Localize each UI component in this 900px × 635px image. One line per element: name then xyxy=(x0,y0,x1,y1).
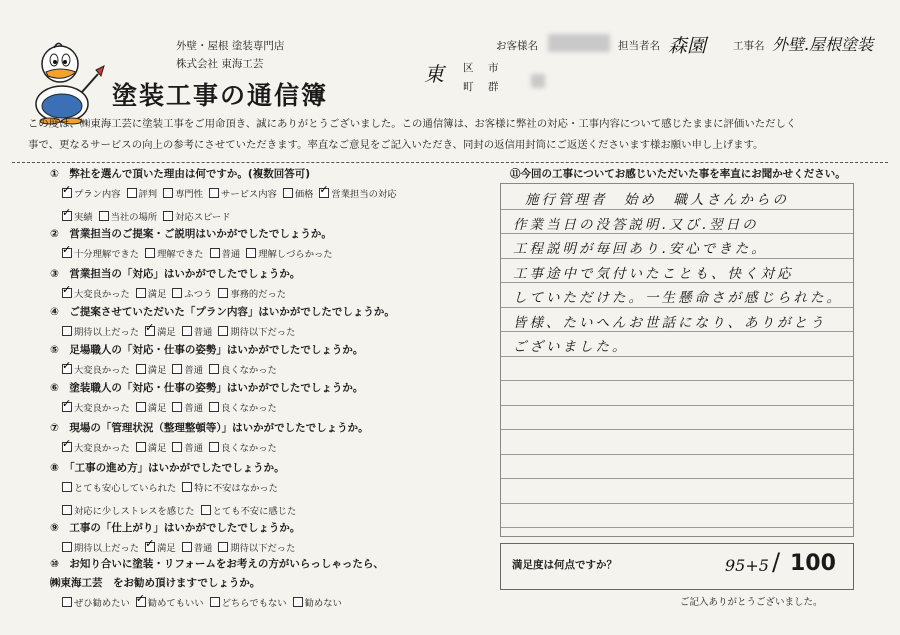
thanks-text: ご記入ありがとうございました。 xyxy=(680,597,823,608)
option-label: とても不安に感じた xyxy=(212,506,297,517)
option-item[interactable] xyxy=(172,289,212,300)
option-item[interactable] xyxy=(163,189,203,200)
ruled-line xyxy=(501,209,853,210)
intro-text xyxy=(28,114,878,156)
option-item[interactable] xyxy=(182,483,278,494)
customer-label: お客様名 xyxy=(496,40,538,52)
checked-checkbox[interactable] xyxy=(62,188,72,198)
option-label: 満足 xyxy=(147,443,167,454)
option-item[interactable] xyxy=(218,327,295,338)
checkbox[interactable] xyxy=(62,597,72,607)
question-2-label: ② 営業担当のご提案・ご説明はいかがでしたでしょうか。 xyxy=(50,228,332,240)
checkbox[interactable] xyxy=(163,188,173,198)
option-item[interactable] xyxy=(145,327,176,338)
score-total: 100 xyxy=(790,551,836,576)
question-9-options-row xyxy=(62,540,301,554)
checked-checkbox[interactable] xyxy=(145,326,155,336)
checkbox[interactable] xyxy=(209,442,219,452)
option-label: どちらでもない xyxy=(221,598,287,609)
option-label: 実績 xyxy=(74,212,93,223)
ruled-line xyxy=(501,503,853,504)
option-item[interactable] xyxy=(172,403,203,414)
checkbox[interactable] xyxy=(283,188,293,198)
checked-checkbox[interactable] xyxy=(62,211,72,221)
option-label: 満足 xyxy=(147,365,167,376)
option-label: 専門性 xyxy=(175,189,204,200)
question-4-label: ④ ご提案させていただいた「プラン内容」はいかがでしたでしょうか。 xyxy=(50,306,395,318)
checkbox[interactable] xyxy=(127,188,137,198)
gun-label: 群 xyxy=(488,81,499,93)
work-name-handwritten: 外壁.屋根塗装 xyxy=(772,35,874,54)
checked-checkbox[interactable] xyxy=(319,188,329,198)
checked-checkbox[interactable] xyxy=(62,288,72,298)
option-label: 特に不安はなかった xyxy=(194,483,278,494)
question-4-options-row xyxy=(62,324,301,338)
checkbox[interactable] xyxy=(172,402,182,412)
option-label: 期待以上だった xyxy=(74,543,140,554)
checkbox[interactable] xyxy=(209,188,219,198)
question-5-options-row xyxy=(62,362,283,376)
option-item[interactable] xyxy=(136,365,167,376)
option-label: 満足 xyxy=(157,543,176,554)
checkbox[interactable] xyxy=(209,364,219,374)
option-item[interactable] xyxy=(136,403,167,414)
option-label: 普通 xyxy=(184,365,204,376)
option-label: 評判 xyxy=(138,189,158,200)
work-label: 工事名 xyxy=(733,40,765,52)
ruled-line xyxy=(501,380,853,381)
checkbox[interactable] xyxy=(136,402,146,412)
checked-checkbox[interactable] xyxy=(136,597,146,607)
option-label: 価格 xyxy=(294,189,314,200)
question-10-label: ⑩ お知り合いに塗装・リフォームをお考えの方がいらっしゃったら、 xyxy=(50,558,384,570)
checkbox[interactable] xyxy=(246,248,256,258)
option-label: プラン内容 xyxy=(74,189,121,200)
checkbox[interactable] xyxy=(218,326,228,336)
intro-line-2: 事で、更なるサービスの向上の参考にさせていただきます。率直なご意見をご記入いただき、同封の返信用封筒にご返送くださいます様お願い申し上げます。 xyxy=(28,139,764,151)
option-label: 期待以下だった xyxy=(230,327,296,338)
option-label: 勧めてもいい xyxy=(147,598,204,609)
option-label: 大変良かった xyxy=(74,365,130,376)
checkbox[interactable] xyxy=(136,442,146,452)
handwritten-comment-line: していただけた。一生懸命さが感じられた。 xyxy=(513,290,843,306)
checkbox[interactable] xyxy=(182,542,192,552)
option-item[interactable] xyxy=(136,289,167,300)
page-title: 塗装工事の通信簿 xyxy=(112,81,329,110)
option-item[interactable] xyxy=(182,327,213,338)
checked-checkbox[interactable] xyxy=(62,364,72,374)
option-item[interactable] xyxy=(127,189,158,200)
ruled-line xyxy=(501,405,853,406)
ruled-line xyxy=(501,331,853,332)
option-item[interactable] xyxy=(319,189,396,200)
checkbox[interactable] xyxy=(218,542,228,552)
option-item[interactable] xyxy=(62,212,93,223)
option-label: 大変良かった xyxy=(74,289,130,300)
checkbox[interactable] xyxy=(182,326,192,336)
option-item[interactable] xyxy=(210,249,241,260)
handwritten-comment-line: 作業当日の没答説明.又び.翌日の xyxy=(513,216,759,233)
score-handwritten: 95+5 xyxy=(725,556,769,575)
ruled-line xyxy=(501,282,853,283)
question-7-options-row xyxy=(62,440,283,454)
question-1-label: ① 弊社を選んで頂いた理由は何ですか。(複数回答可) xyxy=(50,168,310,180)
ruled-line xyxy=(501,307,853,308)
option-label: 普通 xyxy=(184,443,204,454)
option-item[interactable] xyxy=(172,443,203,454)
option-item[interactable] xyxy=(62,506,195,517)
checkbox[interactable] xyxy=(201,505,211,515)
option-label: 普通 xyxy=(193,543,213,554)
option-label: 満足 xyxy=(147,289,167,300)
option-label: 当社の場所 xyxy=(110,212,158,223)
ruled-line xyxy=(501,454,853,455)
checkbox[interactable] xyxy=(62,505,72,515)
option-label: 勧めない xyxy=(304,598,342,609)
checkbox[interactable] xyxy=(182,482,192,492)
question-1-options-row xyxy=(62,186,403,200)
checkbox[interactable] xyxy=(218,288,228,298)
option-label: 大変良かった xyxy=(74,443,130,454)
redacted-address xyxy=(531,74,545,88)
checkbox[interactable] xyxy=(62,326,72,336)
handwritten-comment-line: 工事途中で気付いたことも、快く対応 xyxy=(513,265,794,282)
option-item[interactable] xyxy=(136,598,204,609)
ruled-line xyxy=(501,429,853,430)
checkbox[interactable] xyxy=(145,248,155,258)
question-9-label: ⑨ 工事の「仕上がり」はいかがでしたでしょうか。 xyxy=(50,522,301,534)
option-item[interactable] xyxy=(209,443,277,454)
option-item[interactable] xyxy=(209,189,277,200)
cho-label: 町 xyxy=(463,81,474,93)
checkbox[interactable] xyxy=(210,248,220,258)
option-item[interactable] xyxy=(62,189,121,200)
option-item[interactable] xyxy=(218,543,295,554)
staff-name-handwritten: 森園 xyxy=(668,35,707,57)
option-label: 期待以上だった xyxy=(74,327,140,338)
question-11-label: ㈱東海工芸 をお勧め頂けますでしょうか。 xyxy=(50,577,261,589)
option-item[interactable] xyxy=(293,598,342,609)
area-handwritten: 東 xyxy=(424,62,444,86)
option-item[interactable] xyxy=(62,598,130,609)
checkbox[interactable] xyxy=(172,364,182,374)
checked-checkbox[interactable] xyxy=(62,442,72,452)
option-label: 理解できた xyxy=(157,249,204,260)
option-item[interactable] xyxy=(62,365,130,376)
option-label: 満足 xyxy=(147,403,167,414)
checkbox[interactable] xyxy=(293,597,303,607)
handwritten-comment-line: ございました。 xyxy=(513,339,629,355)
comment-lined-box xyxy=(500,183,854,537)
option-item[interactable] xyxy=(62,403,130,414)
duck-mascot-logo xyxy=(24,36,106,126)
option-item[interactable] xyxy=(172,365,203,376)
ruled-line xyxy=(501,258,853,259)
option-label: 事務的だった xyxy=(230,289,287,300)
intro-line-1: この度は、㈱東海工芸に塗装工事をご用命頂き、誠にありがとうございました。この通信簿は、お客様に弊社の対応・工事内容について感じたままに評価いただしく xyxy=(28,118,797,130)
option-item[interactable] xyxy=(136,443,167,454)
question-8-label: ⑧ 「工事の進め方」はいかがでしたでしょうか。 xyxy=(50,462,285,474)
option-item[interactable] xyxy=(209,365,277,376)
option-label: 普通 xyxy=(184,403,204,414)
handwritten-comment-line: 工程説明が毎回あり.安心できた。 xyxy=(513,241,768,257)
option-item[interactable] xyxy=(62,289,130,300)
dashed-divider xyxy=(12,162,888,163)
option-item[interactable] xyxy=(246,249,332,260)
option-label: 対応スピード xyxy=(175,212,231,223)
question-11-options-row xyxy=(62,595,348,609)
option-label: 良くなかった xyxy=(221,403,277,414)
option-label: 満足 xyxy=(157,327,176,338)
option-label: ふつう xyxy=(184,289,213,300)
question-8-options-row xyxy=(62,503,302,517)
checkbox[interactable] xyxy=(209,402,219,412)
question-3-options-row xyxy=(62,286,292,300)
company-name: 株式会社 東海工芸 xyxy=(176,58,264,70)
option-label: 期待以下だった xyxy=(230,543,296,554)
checked-checkbox[interactable] xyxy=(62,402,72,412)
ku-label: 区 xyxy=(463,62,474,74)
option-item[interactable] xyxy=(145,543,176,554)
option-label: 理解しづらかった xyxy=(258,249,333,260)
checked-checkbox[interactable] xyxy=(145,542,155,552)
option-item[interactable] xyxy=(163,212,230,223)
handwritten-comment-line: 皆様、たいへんお世話になり、ありがとう xyxy=(513,314,827,331)
ruled-line xyxy=(501,233,853,234)
checkbox[interactable] xyxy=(62,482,72,492)
option-label: 普通 xyxy=(221,249,241,260)
option-item[interactable] xyxy=(218,289,286,300)
checkbox[interactable] xyxy=(99,211,109,221)
ruled-line xyxy=(501,356,853,357)
option-item[interactable] xyxy=(99,212,158,223)
checkbox[interactable] xyxy=(210,597,220,607)
option-label: とても安心していられた xyxy=(74,483,177,494)
ruled-line xyxy=(501,527,853,528)
option-label: 良くなかった xyxy=(221,443,277,454)
checkbox[interactable] xyxy=(136,288,146,298)
question-1-options-row xyxy=(62,209,237,223)
shop-tagline: 外壁・屋根 塗装専門店 xyxy=(176,40,285,52)
ruled-line xyxy=(501,478,853,479)
option-item[interactable] xyxy=(201,506,297,517)
question-3-label: ③ 営業担当の「対応」はいかがでしたでしょうか。 xyxy=(50,268,301,280)
question-6-label: ⑥ 塗装職人の「対応・仕事の姿勢」はいかがでしたでしょうか。 xyxy=(50,382,364,394)
question-2-options-row xyxy=(62,246,339,260)
checkbox[interactable] xyxy=(172,442,182,452)
option-item[interactable] xyxy=(62,443,130,454)
option-label: ぜひ勧めたい xyxy=(74,598,130,609)
option-item[interactable] xyxy=(62,543,139,554)
question-8-options-row xyxy=(62,480,284,494)
option-item[interactable] xyxy=(62,327,139,338)
option-label: 対応に少しストレスを感じた xyxy=(74,506,195,517)
checked-checkbox[interactable] xyxy=(62,248,72,258)
score-slash: / xyxy=(772,548,781,576)
question-5-label: ⑤ 足場職人の「対応・仕事の姿勢」はいかがでしたでしょうか。 xyxy=(50,344,364,356)
option-item[interactable] xyxy=(62,483,176,494)
checkbox[interactable] xyxy=(172,288,182,298)
score-label: 満足度は何点ですか？ xyxy=(512,559,617,571)
option-item[interactable] xyxy=(145,249,204,260)
option-label: 営業担当の対応 xyxy=(331,189,397,200)
checkbox[interactable] xyxy=(62,542,72,552)
checkbox[interactable] xyxy=(136,364,146,374)
staff-label: 担当者名 xyxy=(618,40,660,52)
option-label: 良くなかった xyxy=(221,365,277,376)
option-item[interactable] xyxy=(210,598,287,609)
option-label: 大変良かった xyxy=(74,403,130,414)
redacted-customer-name xyxy=(548,34,610,52)
option-item[interactable] xyxy=(283,189,314,200)
option-item[interactable] xyxy=(182,543,213,554)
option-item[interactable] xyxy=(62,249,139,260)
shi-label: 市 xyxy=(488,62,499,74)
option-label: サービス内容 xyxy=(221,189,277,200)
option-item[interactable] xyxy=(209,403,277,414)
option-label: 普通 xyxy=(193,327,213,338)
option-label: 十分理解できた xyxy=(74,249,140,260)
question-6-options-row xyxy=(62,400,283,414)
handwritten-comment-line: 施行管理者 始め 職人さんからの xyxy=(525,192,789,208)
question-7-label: ⑦ 現場の「管理状況（整理整頓等）」はいかがでしたでしょうか。 xyxy=(50,422,369,434)
q11-heading: ⑪今回の工事についてお感じいただいた事を率直にお聞かせください。 xyxy=(510,168,846,180)
checkbox[interactable] xyxy=(163,211,173,221)
